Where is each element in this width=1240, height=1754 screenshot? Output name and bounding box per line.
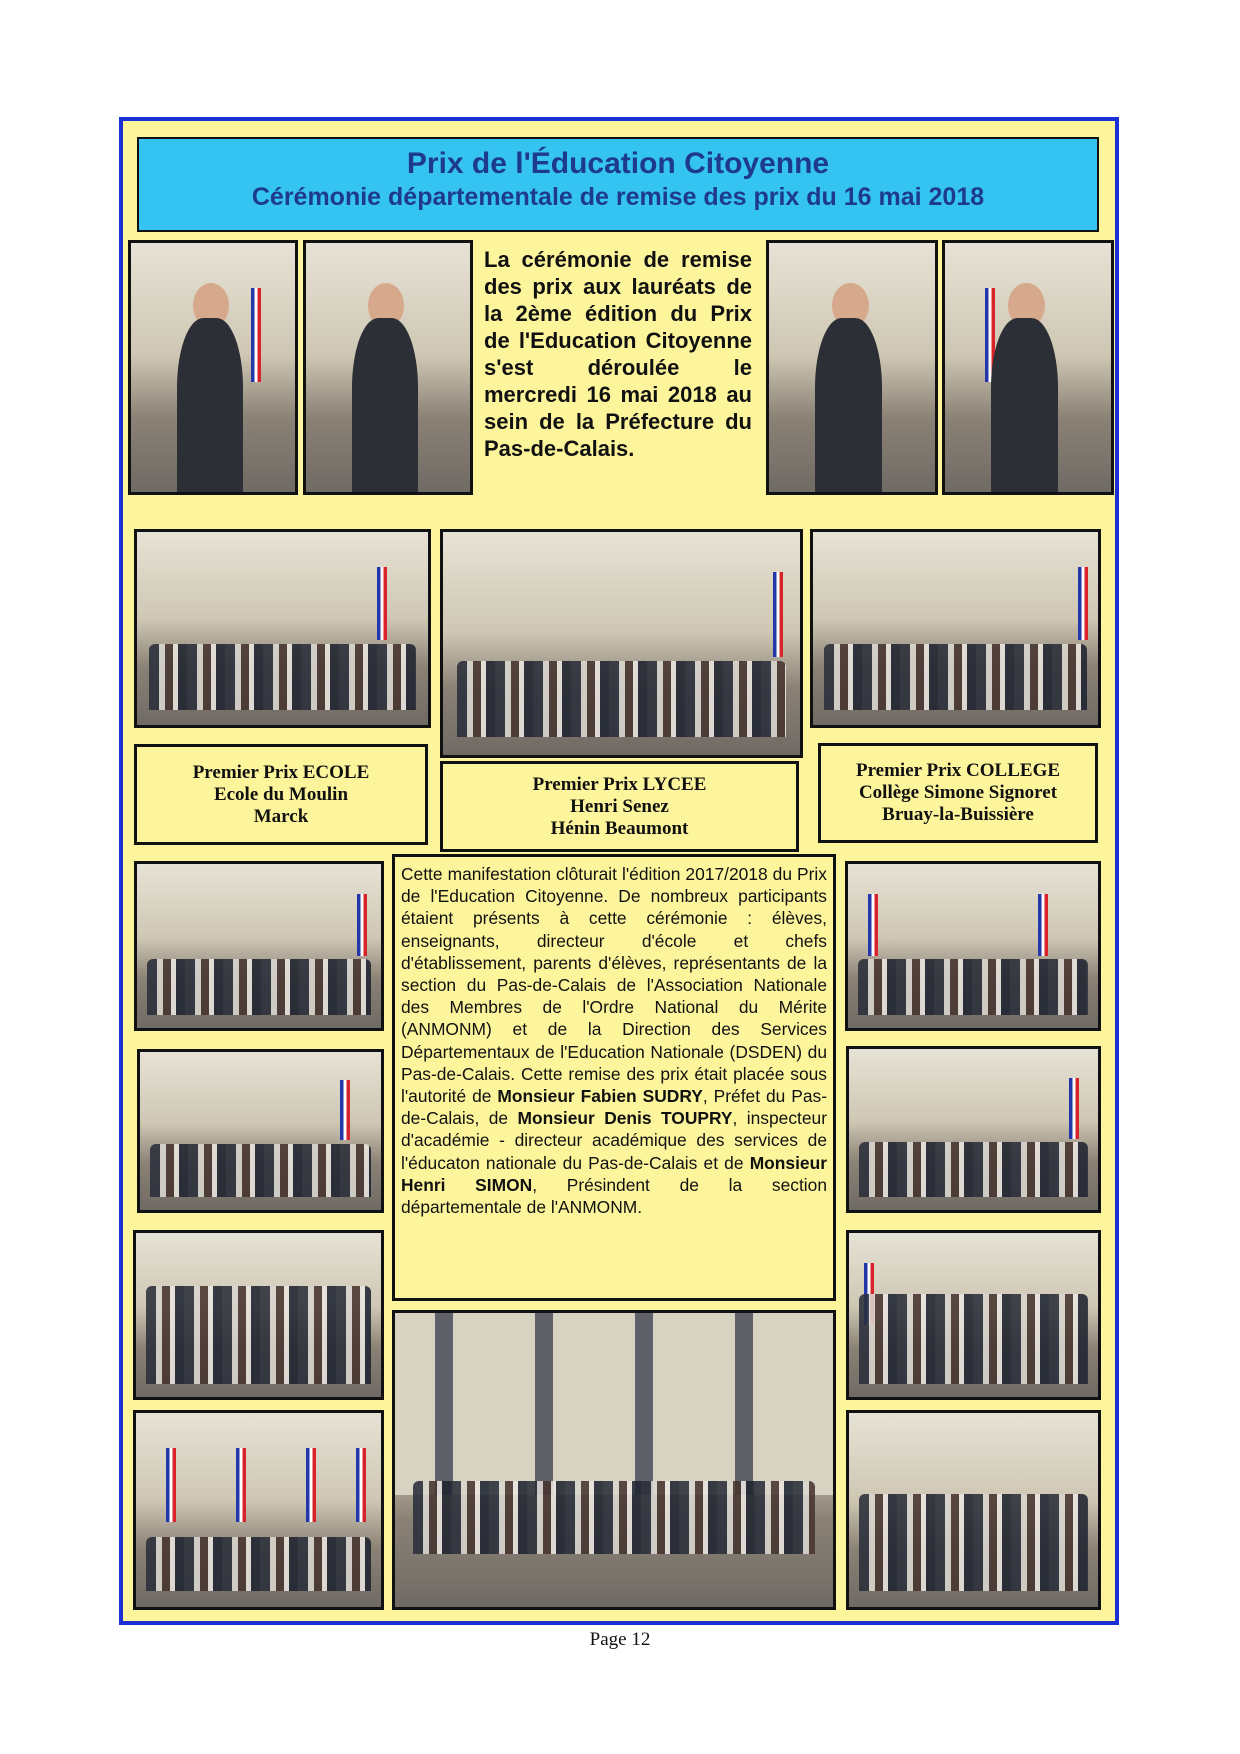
name-president: Monsieur Henri SIMON bbox=[401, 1152, 827, 1195]
photo-prefecture-building bbox=[392, 1310, 836, 1610]
caption-college bbox=[818, 743, 1098, 843]
caption-ecole-school: Ecole du Moulin bbox=[213, 783, 349, 805]
caption-ecole-prize: Premier Prix ECOLE bbox=[192, 761, 370, 783]
caption-lycee-city: Hénin Beaumont bbox=[550, 817, 689, 839]
page-title: Prix de l'Éducation Citoyenne bbox=[406, 147, 830, 180]
page-number: Page 12 bbox=[589, 1629, 651, 1650]
caption-lycee-prize: Premier Prix LYCEE bbox=[532, 773, 707, 795]
caption-college-city: Bruay-la-Buissière bbox=[882, 804, 1034, 825]
body-text: Cette manifestation clôturait l'édition 2017/2018 du Prix de l'Education Citoyenne. De nombreux participants étaient présents à cette cérémonie : élèves, enseignants, directeur d'école et chefs d'établissement, parents d'élèves, représentants de la section du Pas-de-Calais de l'Association Nationale des Membres de l'Ordre National du Mérite (ANMONM) et de la Direction des Services Départementaux de l'Education Nationale (DSDEN) du Pas-de-Calais. Cette remise des prix était placée sous l'autorité de Monsieur Fabien SUDRY, Préfet du Pas-de-Calais, de Monsieur Denis TOUPRY, inspecteur d'académie - directeur académique des services de l'éducaton nationale du Pas-de-Calais et de Monsieur Henri SIMON, Présindent de la section départementale de l'ANMONM. bbox=[392, 854, 836, 1301]
photo-group-left-2 bbox=[137, 1049, 384, 1213]
photo-group-right-1 bbox=[845, 861, 1101, 1031]
photo-speaker-prefect bbox=[766, 240, 938, 495]
photo-audience-left bbox=[133, 1230, 384, 1400]
photo-students-right bbox=[846, 1230, 1101, 1400]
photo-speaker-4 bbox=[942, 240, 1114, 495]
photo-speaker-2 bbox=[303, 240, 473, 495]
photo-audience-right bbox=[846, 1410, 1101, 1610]
photo-winners-lycee bbox=[440, 529, 803, 758]
caption-ecole-city: Marck bbox=[253, 805, 309, 827]
title-banner bbox=[137, 137, 1099, 232]
intro-text: La cérémonie de remise des prix aux lauréats de la 2ème édition du Prix de l'Education Citoyenne s'est déroulée le mercredi 16 mai 2018 au sein de la Préfecture du Pas-de-Calais. bbox=[484, 247, 752, 461]
photo-winners-ecole bbox=[134, 529, 431, 728]
photo-group-left-1 bbox=[134, 861, 384, 1031]
photo-speaker-1 bbox=[128, 240, 298, 495]
caption-college-school: Collège Simone Signoret bbox=[858, 782, 1058, 803]
name-prefect: Monsieur Fabien SUDRY bbox=[497, 1086, 703, 1107]
caption-lycee-school: Henri Senez bbox=[570, 795, 669, 817]
name-inspector: Monsieur Denis TOUPRY bbox=[517, 1108, 733, 1129]
photo-group-right-2 bbox=[846, 1046, 1101, 1213]
photo-winners-college bbox=[810, 529, 1101, 728]
caption-college-prize: Premier Prix COLLEGE bbox=[855, 760, 1061, 781]
page-subtitle: Cérémonie départementale de remise des prix du 16 mai 2018 bbox=[251, 183, 985, 211]
caption-lycee bbox=[440, 761, 799, 852]
caption-ecole bbox=[134, 744, 428, 845]
photo-flag-bearers bbox=[133, 1410, 384, 1610]
